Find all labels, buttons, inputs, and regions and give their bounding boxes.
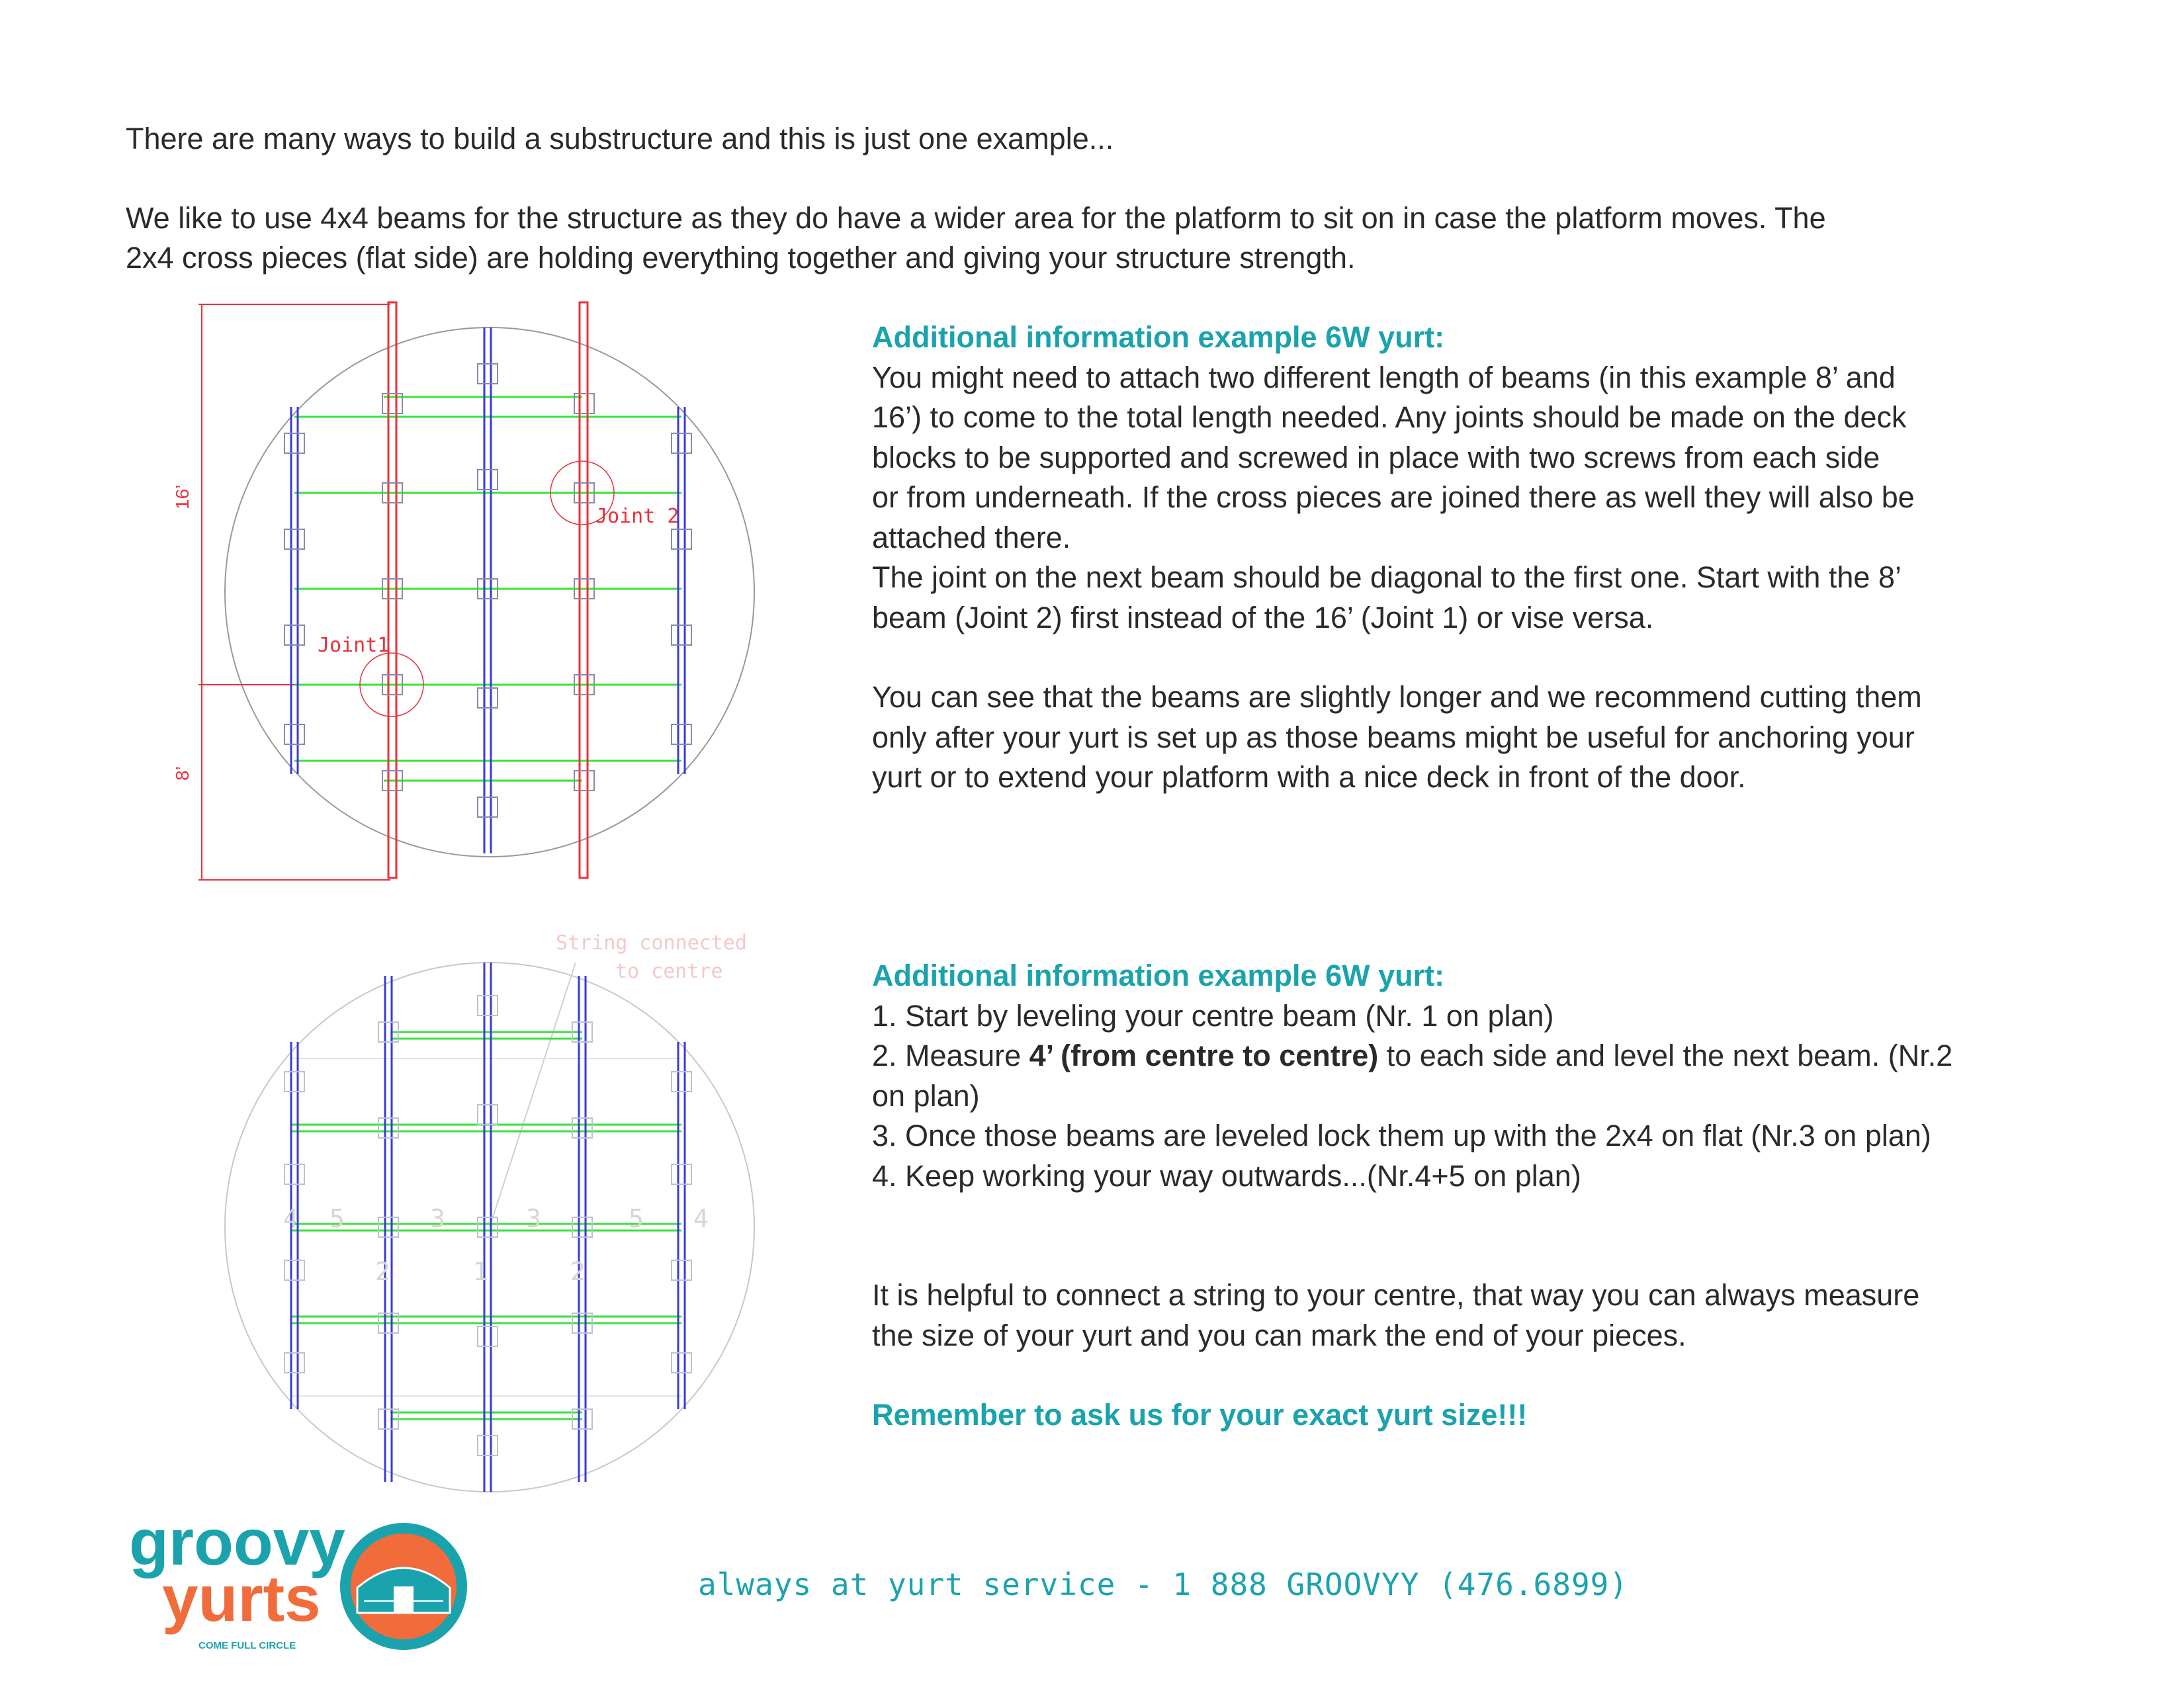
plan-number: 2 (375, 1257, 390, 1286)
dimension-8-label: 8’ (172, 766, 193, 781)
step-2-bold: 4’ (from centre to centre) (1029, 1039, 1379, 1072)
section-2-text (872, 956, 2116, 1436)
section-2-heading: Additional information example 6W yurt: (872, 959, 1445, 992)
section-1-text (872, 318, 2116, 798)
intro-line-2: We like to use 4x4 beams for the structure as they do have a wider area for the platform to sit on in case the platform moves. The (126, 201, 1826, 235)
string-label-1: String connected (556, 931, 747, 955)
step-2-pre: 2. Measure (872, 1039, 1029, 1072)
yurt-outline-circle (225, 327, 754, 857)
reminder: Remember to ask us for your exact yurt size!!! (872, 1398, 1528, 1432)
section-1-para2-line: You can see that the beams are slightly longer and we recommend cutting them (872, 680, 1922, 714)
tip-line-1: It is helpful to connect a string to your centre, that way you can always measure (872, 1278, 1920, 1312)
plan-number: 1 (473, 1257, 488, 1286)
step-2 (872, 1036, 2116, 1076)
intro-paragraph (126, 198, 2111, 278)
blue-beams (291, 327, 685, 853)
section-1-line: You might need to attach two different length of beams (in this example 8’ and (872, 360, 1896, 394)
section-1-para2-line: yurt or to extend your platform with a nice deck in front of the door. (872, 760, 1746, 794)
dimension-16-label: 16’ (172, 484, 193, 509)
section-1-heading: Additional information example 6W yurt: (872, 320, 1445, 354)
step-3: 3. Once those beams are leveled lock them up with the 2x4 on flat (Nr.3 on plan) (872, 1119, 1931, 1152)
logo-word-yurts: yurts (162, 1562, 321, 1635)
substructure-joint-diagram (159, 298, 781, 893)
groovy-yurts-logo (126, 1508, 483, 1667)
section-1-line: 16’) to come to the total length needed. Any joints should be made on the deck (872, 400, 1907, 434)
logo-word-groovy: groovy (129, 1508, 345, 1579)
yurt-icon (340, 1523, 467, 1650)
joint-2-label: Joint 2 (595, 505, 679, 528)
cross-pieces (294, 397, 681, 781)
plan-number: 5 (329, 1204, 345, 1233)
deck-blocks (284, 364, 691, 817)
plan-number: 2 (570, 1257, 586, 1286)
step-1: 1. Start by leveling your centre beam (Nr. 1 on plan) (872, 998, 1554, 1033)
build-order-diagram (212, 926, 787, 1508)
section-1-line: attached there. (872, 520, 1071, 554)
plan-number: 3 (430, 1204, 445, 1233)
step-2-continued: on plan) (872, 1078, 980, 1113)
string-line (490, 963, 576, 1227)
cross-pieces (291, 1032, 681, 1419)
step-2-post: to each side and level the next beam. (Nr.2 (1378, 1039, 1953, 1072)
step-4: 4. Keep working your way outwards...(Nr.4+5 on plan) (872, 1158, 1581, 1193)
section-1-para2-line: only after your yurt is set up as those beams might be useful for anchoring your (872, 720, 1915, 754)
dimension-lines (198, 304, 390, 880)
plan-number: 4 (693, 1204, 709, 1233)
intro-line-3: 2x4 cross pieces (flat side) are holding everything together and giving your structure strength. (126, 241, 1356, 275)
tip-line-2: the size of your yurt and you can mark the end of your pieces. (872, 1318, 1686, 1352)
plan-number: 4 (283, 1204, 298, 1233)
plan-numbers (283, 1204, 709, 1286)
intro-line-1: There are many ways to build a substructure and this is just one example... (126, 122, 1114, 155)
plan-number: 5 (629, 1204, 644, 1233)
section-1-line: blocks to be supported and screwed in place with two screws from each side (872, 440, 1880, 474)
section-1-line: or from underneath. If the cross pieces are joined there as well they will also be (872, 480, 1915, 514)
section-1-line: beam (Joint 2) first instead of the 16’ (Joint 1) or vise versa. (872, 600, 1654, 634)
plan-number: 3 (526, 1204, 541, 1233)
faint-guides (291, 1059, 681, 1396)
joint-1-label: Joint1 (318, 634, 390, 657)
logo-tagline: COME FULL CIRCLE (198, 1640, 296, 1651)
red-beams (388, 302, 588, 878)
string-label-2: to centre (615, 960, 723, 983)
section-1-line: The joint on the next beam should be diagonal to the first one. Start with the 8’ (872, 560, 1901, 594)
footer-contact: always at yurt service - 1 888 GROOVYY (476.6899) (698, 1567, 1629, 1602)
